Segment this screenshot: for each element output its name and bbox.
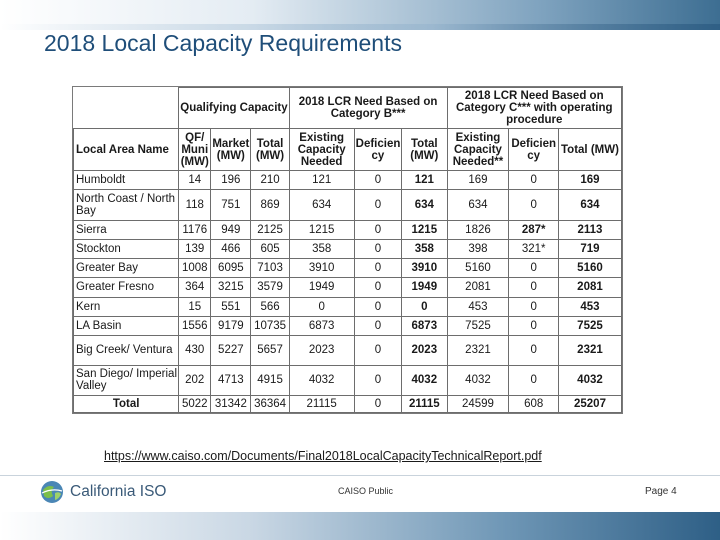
row-c-existing: 634 — [447, 190, 509, 221]
group-header-category-b: 2018 LCR Need Based on Category B*** — [289, 88, 447, 129]
row-b-total: 1215 — [402, 221, 447, 240]
row-qf: 430 — [179, 335, 211, 365]
row-c-deficiency: 0 — [509, 297, 559, 316]
footer-divider — [0, 475, 720, 476]
row-c-total: 169 — [558, 171, 621, 190]
total-b-deficiency: 0 — [354, 395, 401, 412]
row-c-deficiency: 0 — [509, 278, 559, 297]
row-c-total: 453 — [558, 297, 621, 316]
total-label: Total — [74, 395, 179, 412]
row-market: 751 — [211, 190, 251, 221]
row-total: 3579 — [251, 278, 289, 297]
table-row — [74, 278, 622, 297]
row-c-deficiency: 0 — [509, 190, 559, 221]
total-c-existing: 24599 — [447, 395, 509, 412]
row-c-total: 719 — [558, 240, 621, 259]
lcr-table — [73, 87, 622, 413]
row-b-existing: 0 — [289, 297, 354, 316]
row-area: LA Basin — [74, 316, 179, 335]
total-c-total: 25207 — [558, 395, 621, 412]
row-c-existing: 7525 — [447, 316, 509, 335]
row-b-existing: 358 — [289, 240, 354, 259]
lcr-table-frame — [72, 86, 623, 414]
total-qf: 5022 — [179, 395, 211, 412]
row-c-deficiency: 0 — [509, 171, 559, 190]
row-market: 551 — [211, 297, 251, 316]
row-total: 210 — [251, 171, 289, 190]
row-c-total: 4032 — [558, 365, 621, 395]
row-b-total: 634 — [402, 190, 447, 221]
row-b-deficiency: 0 — [354, 171, 401, 190]
row-b-deficiency: 0 — [354, 240, 401, 259]
row-market: 466 — [211, 240, 251, 259]
col-header-market: Market (MW) — [211, 129, 251, 171]
row-market: 9179 — [211, 316, 251, 335]
row-market: 6095 — [211, 259, 251, 278]
footer-classification: CAISO Public — [338, 486, 394, 496]
row-b-existing: 634 — [289, 190, 354, 221]
col-header-qf-muni: QF/ Muni (MW) — [179, 129, 211, 171]
row-market: 3215 — [211, 278, 251, 297]
col-header-c-total: Total (MW) — [558, 129, 621, 171]
row-market: 5227 — [211, 335, 251, 365]
row-b-existing: 121 — [289, 171, 354, 190]
row-b-deficiency: 0 — [354, 297, 401, 316]
table-row — [74, 365, 622, 395]
row-area: Big Creek/ Ventura — [74, 335, 179, 365]
row-b-deficiency: 0 — [354, 278, 401, 297]
row-b-total: 358 — [402, 240, 447, 259]
row-total: 566 — [251, 297, 289, 316]
row-market: 4713 — [211, 365, 251, 395]
row-c-deficiency: 0 — [509, 259, 559, 278]
col-header-c-existing: Existing Capacity Needed** — [447, 129, 509, 171]
row-total: 2125 — [251, 221, 289, 240]
logo-globe-icon — [40, 480, 64, 504]
row-qf: 1176 — [179, 221, 211, 240]
row-qf: 118 — [179, 190, 211, 221]
row-b-existing: 3910 — [289, 259, 354, 278]
row-c-total: 2113 — [558, 221, 621, 240]
row-total: 5657 — [251, 335, 289, 365]
row-b-total: 1949 — [402, 278, 447, 297]
footer-band — [0, 512, 720, 540]
row-b-existing: 4032 — [289, 365, 354, 395]
row-c-existing: 5160 — [447, 259, 509, 278]
row-b-deficiency: 0 — [354, 335, 401, 365]
row-c-deficiency: 287* — [509, 221, 559, 240]
row-b-total: 4032 — [402, 365, 447, 395]
group-header-row — [74, 88, 622, 129]
table-row — [74, 240, 622, 259]
col-header-area: Local Area Name — [74, 129, 179, 171]
row-b-total: 121 — [402, 171, 447, 190]
table-row — [74, 335, 622, 365]
row-c-total: 2081 — [558, 278, 621, 297]
total-row — [74, 395, 622, 412]
slide-title: 2018 Local Capacity Requirements — [44, 30, 402, 56]
row-b-total: 2023 — [402, 335, 447, 365]
col-header-b-existing: Existing Capacity Needed — [289, 129, 354, 171]
col-header-c-deficiency: Deficien cy — [509, 129, 559, 171]
row-b-total: 6873 — [402, 316, 447, 335]
row-qf: 139 — [179, 240, 211, 259]
row-c-existing: 453 — [447, 297, 509, 316]
logo-text: California ISO — [70, 483, 167, 500]
group-header-qualifying: Qualifying Capacity — [179, 88, 289, 129]
row-b-existing: 1949 — [289, 278, 354, 297]
california-iso-logo — [40, 479, 166, 505]
row-c-existing: 169 — [447, 171, 509, 190]
row-c-total: 2321 — [558, 335, 621, 365]
row-c-existing: 4032 — [447, 365, 509, 395]
source-link[interactable]: https://www.caiso.com/Documents/Final2018LocalCapacityTechnicalReport.pdf — [104, 449, 542, 463]
total-b-existing: 21115 — [289, 395, 354, 412]
row-qf: 15 — [179, 297, 211, 316]
row-area: North Coast / North Bay — [74, 190, 179, 221]
row-qf: 1008 — [179, 259, 211, 278]
row-area: San Diego/ Imperial Valley — [74, 365, 179, 395]
row-c-total: 7525 — [558, 316, 621, 335]
row-b-total: 0 — [402, 297, 447, 316]
row-market: 196 — [211, 171, 251, 190]
row-c-existing: 2321 — [447, 335, 509, 365]
group-header-category-c: 2018 LCR Need Based on Category C*** with operating procedure — [447, 88, 621, 129]
row-market: 949 — [211, 221, 251, 240]
row-c-deficiency: 0 — [509, 365, 559, 395]
row-c-deficiency: 321* — [509, 240, 559, 259]
total-c-deficiency: 608 — [509, 395, 559, 412]
header-band — [0, 0, 720, 30]
row-b-deficiency: 0 — [354, 365, 401, 395]
col-header-total: Total (MW) — [251, 129, 289, 171]
blank-corner — [74, 88, 179, 129]
row-area: Greater Fresno — [74, 278, 179, 297]
col-header-b-deficiency: Deficien cy — [354, 129, 401, 171]
row-total: 4915 — [251, 365, 289, 395]
row-area: Stockton — [74, 240, 179, 259]
column-header-row — [74, 129, 622, 171]
total-b-total: 21115 — [402, 395, 447, 412]
row-b-existing: 2023 — [289, 335, 354, 365]
row-area: Humboldt — [74, 171, 179, 190]
row-c-existing: 2081 — [447, 278, 509, 297]
row-c-total: 5160 — [558, 259, 621, 278]
row-qf: 1556 — [179, 316, 211, 335]
row-b-deficiency: 0 — [354, 259, 401, 278]
table-row — [74, 221, 622, 240]
page-number: Page 4 — [645, 486, 677, 497]
total-market: 31342 — [211, 395, 251, 412]
table-row — [74, 316, 622, 335]
row-b-deficiency: 0 — [354, 221, 401, 240]
row-qf: 202 — [179, 365, 211, 395]
col-header-b-total: Total (MW) — [402, 129, 447, 171]
row-c-deficiency: 0 — [509, 335, 559, 365]
row-c-existing: 398 — [447, 240, 509, 259]
row-total: 10735 — [251, 316, 289, 335]
row-total: 869 — [251, 190, 289, 221]
row-b-deficiency: 0 — [354, 316, 401, 335]
row-qf: 364 — [179, 278, 211, 297]
row-qf: 14 — [179, 171, 211, 190]
row-b-existing: 6873 — [289, 316, 354, 335]
row-b-existing: 1215 — [289, 221, 354, 240]
row-total: 605 — [251, 240, 289, 259]
row-area: Greater Bay — [74, 259, 179, 278]
table-row — [74, 297, 622, 316]
row-total: 7103 — [251, 259, 289, 278]
table-row — [74, 190, 622, 221]
row-area: Sierra — [74, 221, 179, 240]
table-row — [74, 171, 622, 190]
row-b-deficiency: 0 — [354, 190, 401, 221]
row-b-total: 3910 — [402, 259, 447, 278]
row-area: Kern — [74, 297, 179, 316]
row-c-total: 634 — [558, 190, 621, 221]
total-total: 36364 — [251, 395, 289, 412]
row-c-deficiency: 0 — [509, 316, 559, 335]
row-c-existing: 1826 — [447, 221, 509, 240]
table-row — [74, 259, 622, 278]
